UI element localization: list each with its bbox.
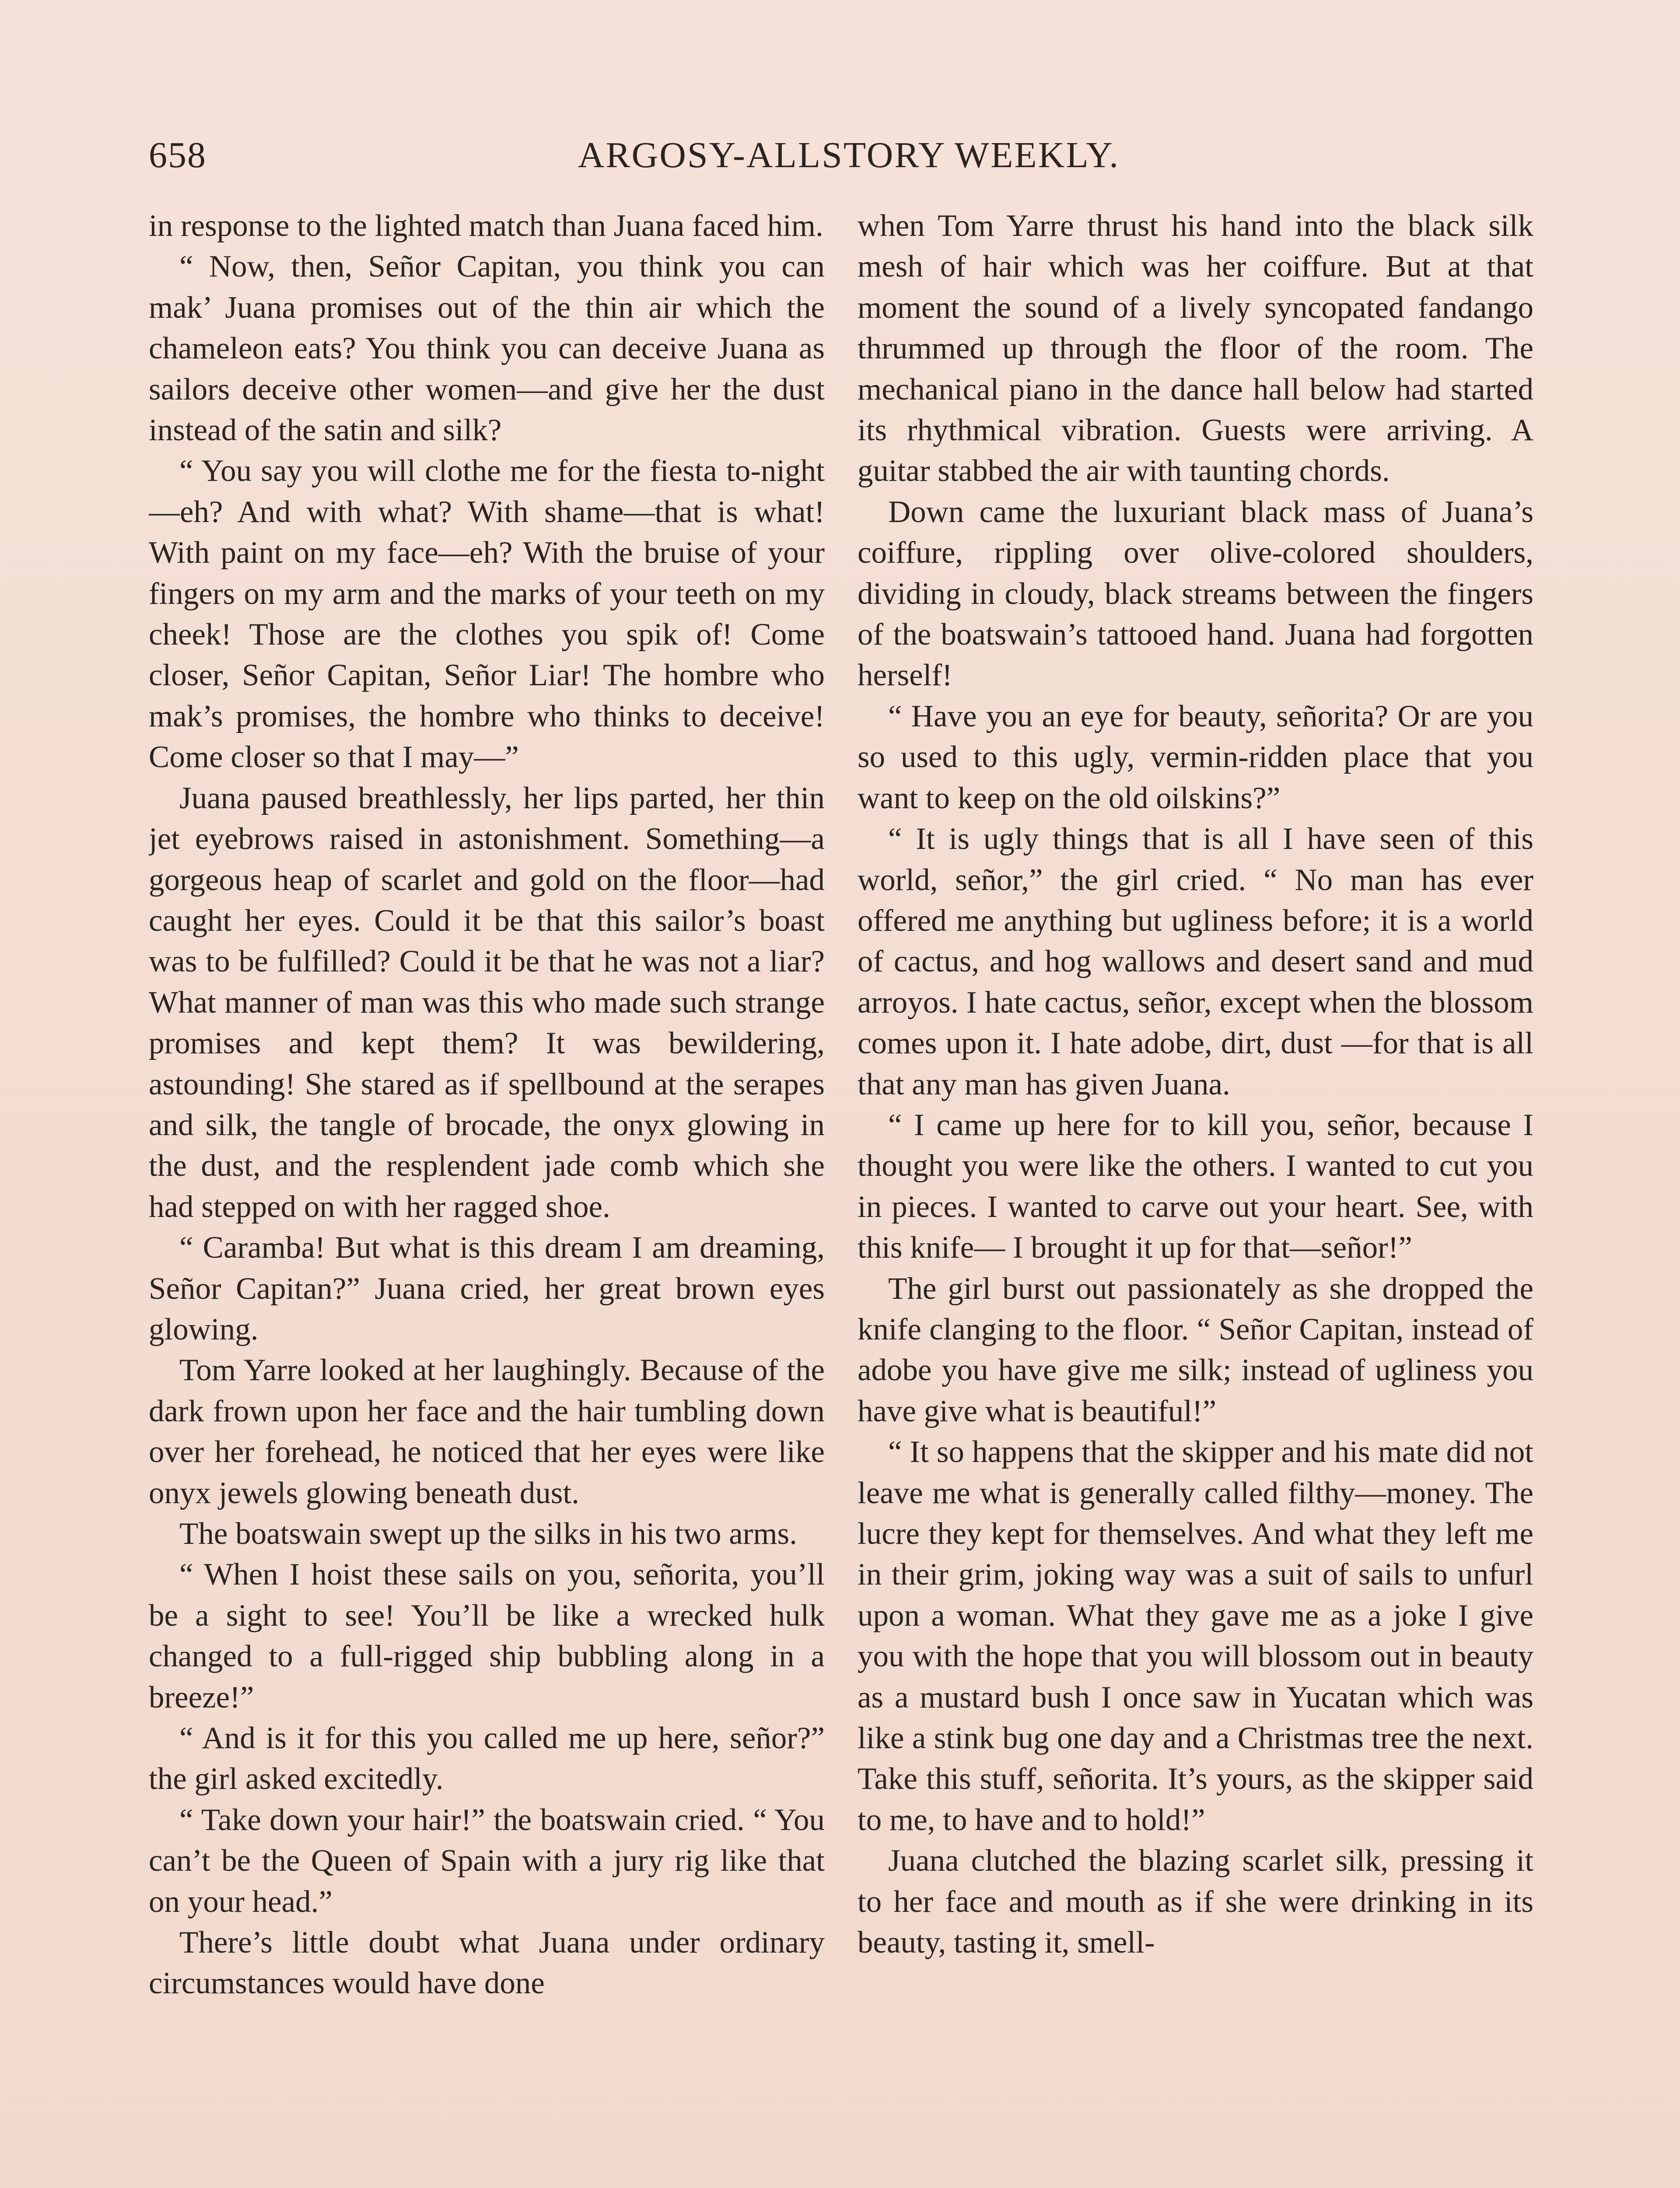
paragraph: “ Have you an eye for beauty, señorita? Or are you so used to this ugly, vermin-ridden place that you want to keep on the old oilskins?” <box>858 699 1533 815</box>
paragraph: “ You say you will clothe me for the fiesta to-night—eh? And with what? With shame—that is what! With paint on my face—eh? With the bruise of your fingers on my arm and the marks of your teeth on my cheek! Those are the clothes you spik of! Come closer, Señor Capitan, Señor Liar! The hombre who mak’s promises, the hombre who thinks to deceive! Come closer so that I may—” <box>149 454 825 775</box>
paragraph: There’s little doubt what Juana under ordinary circumstances would have done <box>149 1925 825 2001</box>
paragraph: Juana clutched the blazing scarlet silk, pressing it to her face and mouth as if she were drinking in its beauty, tasting it, smell- <box>858 1844 1533 1960</box>
paragraph: “ When I hoist these sails on you, señorita, you’ll be a sight to see! You’ll be like a wrecked hulk changed to a full-rigged ship bubbling along in a breeze!” <box>149 1557 825 1715</box>
page-number: 658 <box>149 135 206 175</box>
paragraph: The girl burst out passionately as she dropped the knife clanging to the floor. “ Señor Capitan, instead of adobe you have give me silk; instead of ugliness you have give what is beautiful!” <box>858 1271 1533 1428</box>
paragraph: Down came the luxuriant black mass of Juana’s coiffure, rippling over olive-colored shoulders, dividing in cloudy, black streams between the fingers of the boatswain’s tattooed hand. Juana had forgotten herself! <box>858 494 1533 693</box>
paragraph: Juana paused breathlessly, her lips parted, her thin jet eyebrows raised in astonishment. Something—a gorgeous heap of scarlet and gold on the floor—had caught her eyes. Could it be that this sailor’s boast was to be fulfilled? Could it be that he was not a liar? What manner of man was this who made such strange promises and kept them? It was bewildering, astounding! She stared as if spellbound at the serapes and silk, the tangle of brocade, the onyx glowing in the dust, and the resplendent jade comb which she had stepped on with her ragged shoe. <box>149 781 825 1224</box>
running-title: ARGOSY-ALLSTORY WEEKLY. <box>578 135 1120 175</box>
paragraph: “ Take down your hair!” the boatswain cried. “ You can’t be the Queen of Spain with a jury rig like that on your head.” <box>149 1802 825 1919</box>
page-header <box>149 131 1549 179</box>
paragraph: “ It so happens that the skipper and his mate did not leave me what is generally called filthy—money. The lucre they kept for themselves. And what they left me in their grim, joking way was a suit of sails to unfurl upon a woman. What they gave me as a joke I give you with the hope that you will blossom out in beauty as a mustard bush I once saw in Yucatan which was like a stink bug one day and a Christmas tree the next. Take this stuff, señorita. It’s yours, as the skipper said to me, to have and to hold!” <box>858 1435 1533 1837</box>
paragraph: “ I came up here for to kill you, señor, because I thought you were like the others. I wanted to cut you in pieces. I wanted to carve out your heart. See, with this knife— I brought it up for that—señor!” <box>858 1108 1533 1265</box>
paragraph: Tom Yarre looked at her laughingly. Because of the dark frown upon her face and the hair tumbling down over her forehead, he noticed that her eyes were like onyx jewels glowing beneath dust. <box>149 1353 825 1510</box>
right-column <box>858 206 1533 2188</box>
paragraph: “ It is ugly things that is all I have seen of this world, señor,” the girl cried. “ No man has ever offered me anything but ugliness before; it is a world of cactus, and hog wallows and desert sand and mud arroyos. I hate cactus, señor, except when the blossom comes upon it. I hate adobe, dirt, dust —for that is all that any man has given Juana. <box>858 822 1533 1101</box>
paragraph: “ Now, then, Señor Capitan, you think you can mak’ Juana promises out of the thin air which the chameleon eats? You think you can deceive Juana as sailors deceive other women—and give her the dust instead of the satin and silk? <box>149 249 825 448</box>
paragraph: “ And is it for this you called me up here, señor?” the girl asked excitedly. <box>149 1721 825 1796</box>
paragraph: “ Caramba! But what is this dream I am dreaming, Señor Capitan?” Juana cried, her great brown eyes glowing. <box>149 1231 825 1346</box>
left-column <box>149 206 825 2188</box>
paragraph: when Tom Yarre thrust his hand into the black silk mesh of hair which was her coiffure. But at that moment the sound of a lively syncopated fandango thrummed up through the floor of the room. The mechanical piano in the dance hall below had started its rhythmical vibration. Guests were arriving. A guitar stabbed the air with taunting chords. <box>858 209 1533 488</box>
paragraph: in response to the lighted match than Juana faced him. <box>149 209 823 243</box>
paragraph: The boatswain swept up the silks in his two arms. <box>179 1517 797 1551</box>
